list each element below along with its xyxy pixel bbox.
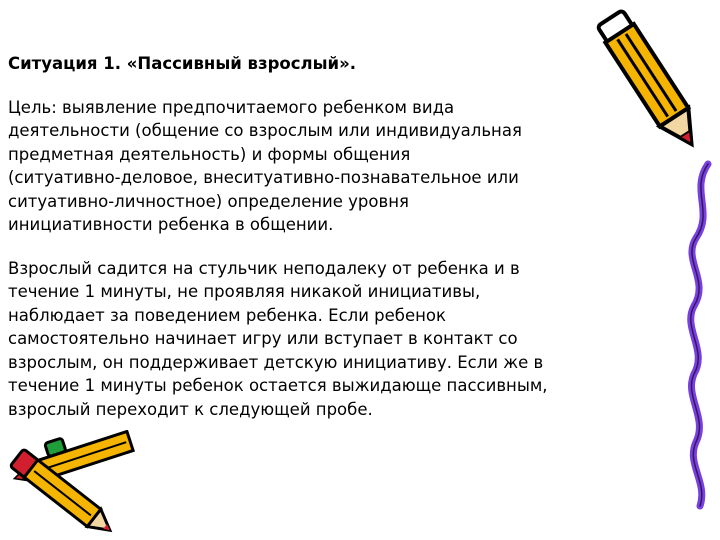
- procedure-line: течение 1 минуты ребенок остается выжидающе пассивным,: [8, 376, 548, 395]
- goal-line: предметная деятельность) и формы общения: [8, 144, 411, 164]
- procedure-line: самостоятельно начинает игру или вступает в контакт со: [8, 329, 518, 348]
- text-block: [8, 52, 608, 441]
- procedure-line: взрослый переходит к следующей пробе.: [8, 399, 373, 419]
- procedure-line: течение 1 минуты, не проявляя никакой инициативы,: [8, 282, 481, 301]
- procedure-line: наблюдает за поведением ребенка. Если ребенок: [8, 305, 446, 325]
- procedure-line: Взрослый садится на стульчик неподалеку от ребенка и в: [8, 258, 520, 278]
- goal-line: деятельности (общение со взрослым или индивидуальная: [8, 121, 522, 140]
- crossed-pencils-icon: [0, 430, 150, 535]
- goal-line: (ситуативно-деловое, внеситуативно-познавательное или: [8, 168, 519, 187]
- goal-paragraph: [8, 96, 608, 237]
- goal-line: ситуативно-личностное) определение уровня: [8, 191, 409, 211]
- squiggle-line-icon: [678, 160, 720, 510]
- procedure-line: взрослым, он поддерживает детскую инициативу. Если же в: [8, 352, 544, 372]
- slide-title: Ситуация 1. «Пассивный взрослый».: [8, 54, 356, 73]
- pencil-icon: [590, 0, 715, 170]
- procedure-paragraph: [8, 257, 608, 422]
- goal-line: Цель: выявление предпочитаемого ребенком вида: [8, 97, 455, 117]
- goal-line: инициативности ребенка в общении.: [8, 215, 334, 234]
